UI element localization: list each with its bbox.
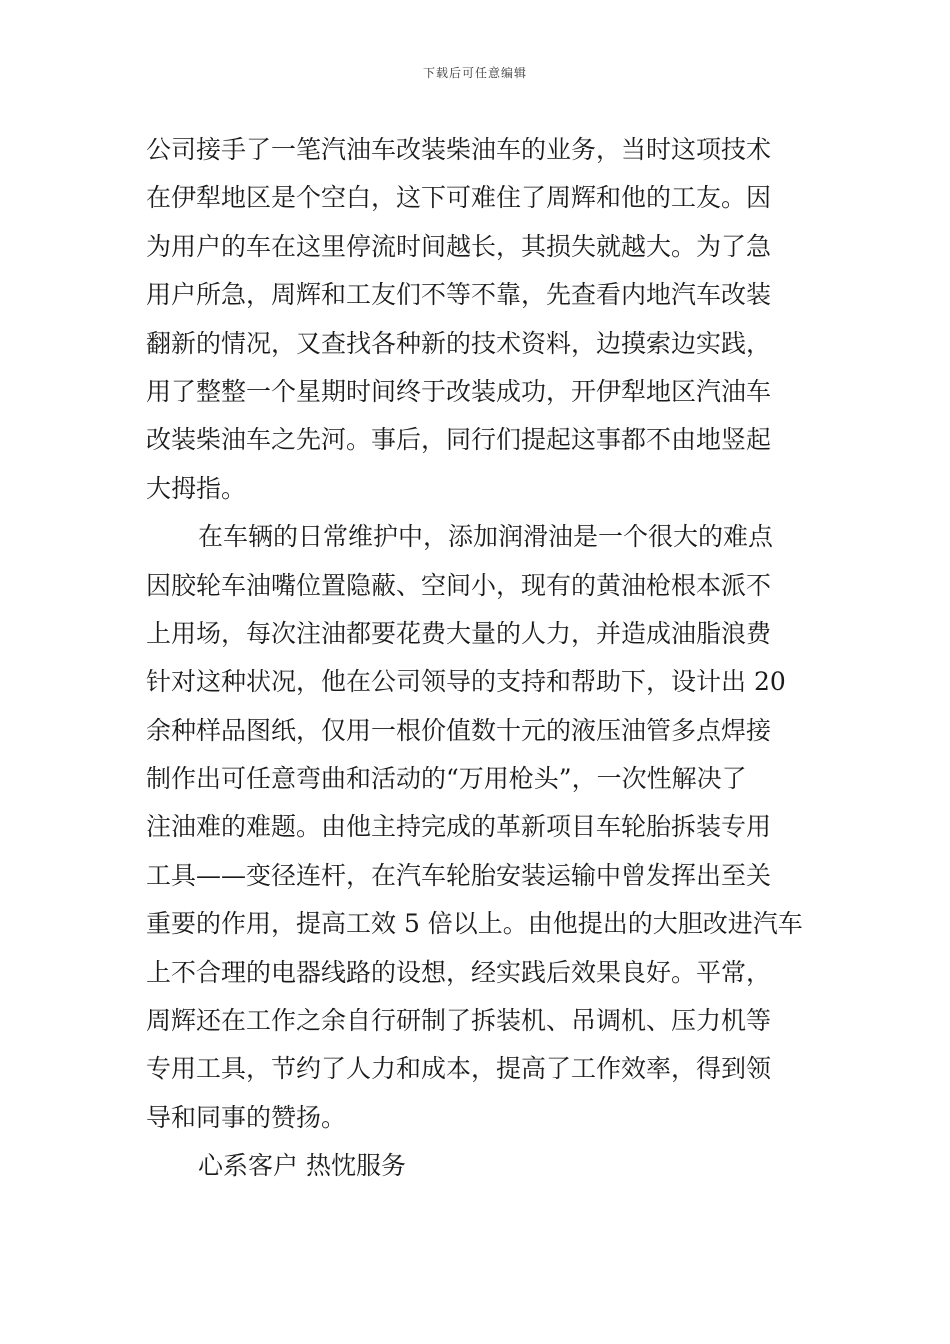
text-line: 专用工具，节约了人力和成本，提高了工作效率，得到领 xyxy=(146,1054,772,1084)
text-line: 改装柴油车之先河。事后，同行们提起这事都不由地竖起 xyxy=(146,425,772,455)
document-body xyxy=(146,126,810,1191)
text-line: 上不合理的电器线路的设想，经实践后效果良好。平常， xyxy=(146,957,772,987)
text-line: 周辉还在工作之余自行研制了拆装机、吊调机、压力机等 xyxy=(146,1006,772,1036)
section-heading: 心系客户 热忱服务 xyxy=(198,1151,406,1181)
text-line: 翻新的情况，又查找各种新的技术资料，边摸索边实践， xyxy=(146,328,772,358)
text-line: 在伊犁地区是个空白，这下可难住了周辉和他的工友。因 xyxy=(146,183,772,213)
text-line: 重要的作用，提高工效 5 倍以上。由他提出的大胆改进汽车 xyxy=(146,909,803,939)
text-line: 用户所急，周辉和工友们不等不靠，先查看内地汽车改装 xyxy=(146,280,772,310)
text-line: 上用场，每次注油都要花费大量的人力，并造成油脂浪费 xyxy=(146,618,772,648)
text-line: 余种样品图纸，仅用一根价值数十元的液压油管多点焊接 xyxy=(146,715,772,745)
text-line: 公司接手了一笔汽油车改装柴油车的业务，当时这项技术 xyxy=(146,135,772,164)
text-line: 针对这种状况，他在公司领导的支持和帮助下，设计出 20 xyxy=(146,667,786,697)
text-line: 因胶轮车油嘴位置隐蔽、空间小，现有的黄油枪根本派不 xyxy=(146,570,772,600)
text-line: 在车辆的日常维护中，添加润滑油是一个很大的难点 xyxy=(198,522,774,552)
text-line: 用了整整一个星期时间终于改装成功，开伊犁地区汽油车 xyxy=(146,376,772,406)
text-line: 注油难的难题。由他主持完成的革新项目车轮胎拆装专用 xyxy=(146,812,772,842)
paragraph xyxy=(146,513,810,1142)
text-line: 导和同事的赞扬。 xyxy=(146,1102,347,1132)
text-line: 制作出可任意弯曲和活动的“万用枪头”，一次性解决了 xyxy=(146,764,747,794)
text-line: 工具——变径连杆，在汽车轮胎安装运输中曾发挥出至关 xyxy=(146,860,772,890)
paragraph xyxy=(146,126,810,513)
text-line: 为用户的车在这里停流时间越长，其损失就越大。为了急 xyxy=(146,231,772,261)
page-header: 下载后可任意编辑 xyxy=(422,66,527,80)
text-line: 大拇指。 xyxy=(146,473,247,503)
